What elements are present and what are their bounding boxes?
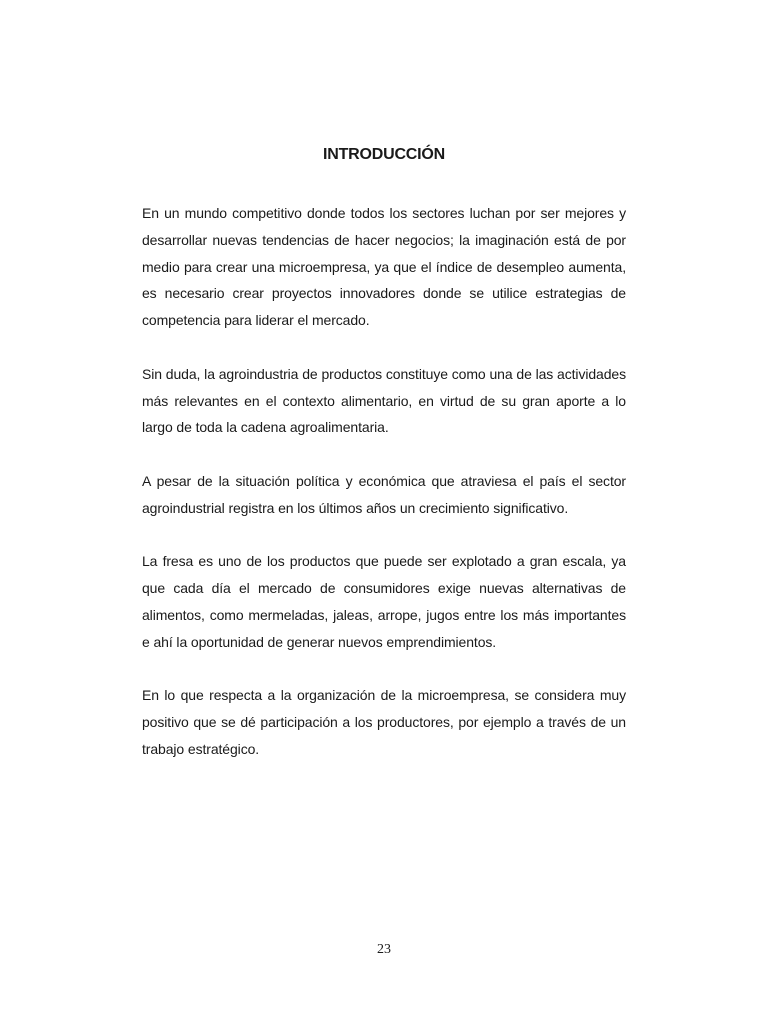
page-title: INTRODUCCIÓN [322,146,446,163]
body-text [142,200,626,790]
paragraph-4: La fresa es uno de los productos que puede ser explotado a gran escala, ya que cada día el mercado de consumidores exige nuevas alternativas de alimentos, como mermeladas, jaleas, arrope, jugos entre los más importantes e ahí la oportunidad de generar nuevos emprendimientos. [142,553,626,650]
page-number: 23 [377,942,391,957]
paragraph-2: Sin duda, la agroindustria de productos constituye como una de las actividades más relevantes en el contexto alimentario, en virtud de su gran aporte a lo largo de toda la cadena agroalimentaria. [142,365,626,436]
paragraph-5: En lo que respecta a la organización de la microempresa, se considera muy positivo que se dé participación a los productores, por ejemplo a través de un trabajo estratégico. [142,687,626,757]
paragraph-3: A pesar de la situación política y económica que atraviesa el país el sector agroindustrial registra en los últimos años un crecimiento significativo. [142,472,626,516]
paragraph-1: En un mundo competitivo donde todos los sectores luchan por ser mejores y desarrollar nuevas tendencias de hacer negocios; la imaginación está de por medio para crear una microempresa, ya que el índice de desempleo aumenta, es necesario crear proyectos innovadores donde se utilice estrategias de competencia para liderar el mercado. [142,205,626,329]
